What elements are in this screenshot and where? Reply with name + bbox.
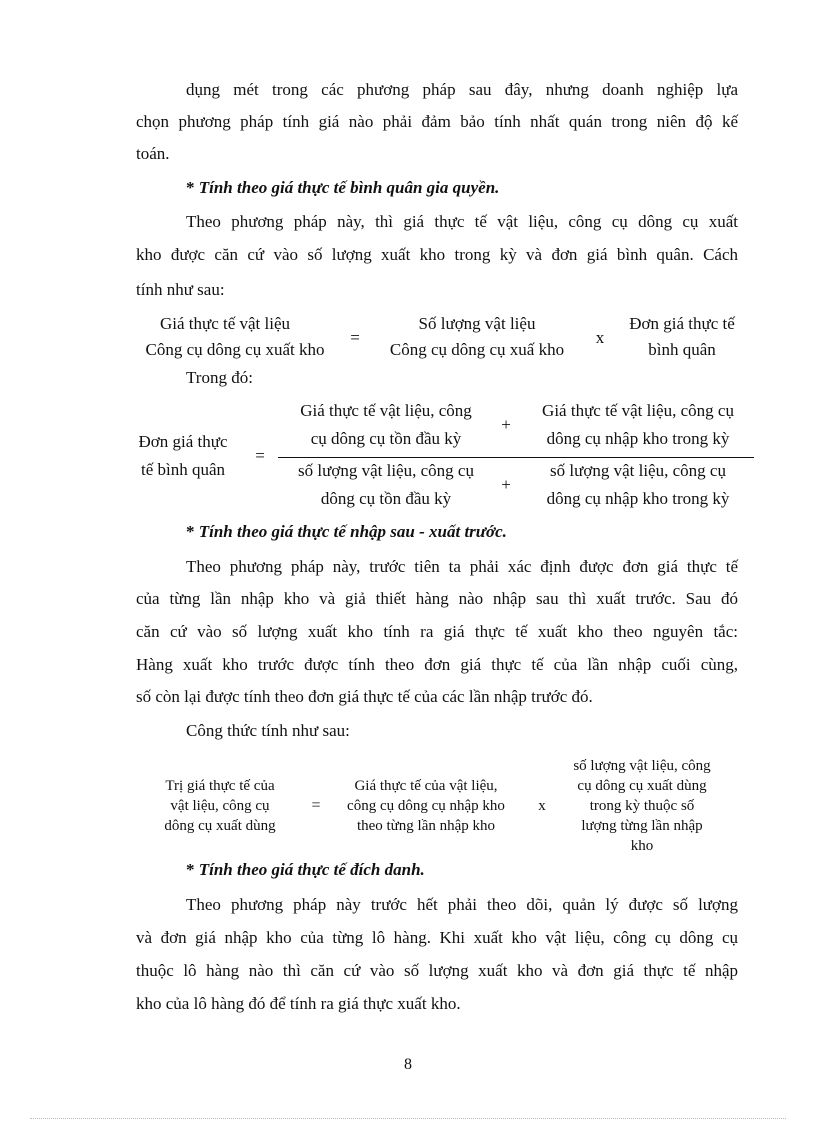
section-heading-weighted-average: * Tính theo giá thực tế bình quân gia quyền. <box>186 178 500 197</box>
f1-right-line-2: bình quân <box>648 340 716 359</box>
section-heading-lifo: * Tính theo giá thực tế nhập sau - xuất trước. <box>186 522 507 541</box>
f2-left-line-1: Đơn giá thực <box>138 432 228 451</box>
sec3-para-line-4: kho của lô hàng đó để tính ra giá thực xuất kho. <box>136 994 461 1013</box>
f3-times: x <box>538 798 546 814</box>
f3-mid-line-1: Giá thực tế của vật liệu, <box>354 778 498 794</box>
f1-mid-line-2: Công cụ dông cụ xuấ kho <box>389 340 565 359</box>
sec1-para-line-1: Theo phương pháp này, thì giá thực tế vật liệu, công cụ dông cụ xuất <box>186 212 738 231</box>
f2-den-a-line-2: dông cụ tồn đầu kỳ <box>320 489 452 508</box>
f3-equals: = <box>311 797 321 814</box>
sec2-para-line-5: số còn lại được tính theo đơn giá thực tế của các lần nhập trước đó. <box>136 687 593 706</box>
f3-mid-line-2: công cụ dông cụ nhập kho <box>347 798 505 814</box>
intro-line-2: chọn phương pháp tính giá nào phải đảm bảo tính nhất quán trong niên độ kế <box>136 112 738 131</box>
f3-right-line-2: cụ dông cụ xuất dùng <box>577 778 707 794</box>
f3-mid-line-3: theo từng lần nhập kho <box>356 818 496 834</box>
trong-do-label: Trong đó: <box>186 368 253 387</box>
f2-den-b-line-2: dông cụ nhập kho trong kỳ <box>546 489 730 508</box>
f1-equals: = <box>350 328 360 347</box>
f2-left-line-2: tế bình quân <box>140 460 226 479</box>
sec1-para-line-3: tính như sau: <box>136 280 225 299</box>
page-number: 8 <box>404 1056 412 1073</box>
f2-equals: = <box>255 446 265 465</box>
f2-num-b-line-2: dông cụ nhập kho trong kỳ <box>546 429 730 448</box>
f3-right-line-3: trong kỳ thuộc số <box>589 798 695 814</box>
f1-right-line-1: Đơn giá thực tế <box>629 314 735 333</box>
f1-left-line-1: Giá thực tế vật liệu <box>159 314 291 333</box>
f3-left-line-3: dông cụ xuất dùng <box>164 818 276 834</box>
sec2-para-line-3: căn cứ vào số lượng xuất kho tính ra giá thực tế xuất kho theo nguyên tắc: <box>136 622 738 641</box>
sec3-para-line-3: thuộc lô hàng nào thì căn cứ vào số lượng xuất kho và đơn giá thực tế nhập <box>136 961 738 980</box>
f3-right <box>552 756 732 856</box>
f3-left <box>140 776 300 836</box>
f3-right-line-5: kho <box>630 838 654 854</box>
f2-plus-bottom: + <box>501 475 511 494</box>
f2-den-a-line-1: số lượng vật liệu, công cụ <box>298 461 474 480</box>
f2-num-a-line-1: Giá thực tế vật liệu, công <box>300 401 472 420</box>
intro-line-3: toán. <box>136 144 170 163</box>
sec2-para-line-1: Theo phương pháp này, trước tiên ta phải xác định được đơn giá thực tế <box>186 557 738 576</box>
footer-divider <box>30 1118 786 1119</box>
sec3-para-line-2: và đơn giá nhập kho của từng lô hàng. Khi xuất kho vật liệu, công cụ dông cụ <box>136 928 738 947</box>
f3-left-line-2: vật liệu, công cụ <box>170 798 270 814</box>
f2-plus-top: + <box>501 415 511 434</box>
f3-left-line-1: Trị giá thực tế của <box>165 778 275 794</box>
f2-num-b-line-1: Giá thực tế vật liệu, công cụ <box>542 401 734 420</box>
f2-fraction-bar <box>278 457 754 458</box>
cong-thuc-label: Công thức tính như sau: <box>186 721 350 740</box>
sec2-para-line-2: của từng lần nhập kho và giả thiết hàng nào nhập sau thì xuất trước. Sau đó <box>136 589 738 608</box>
f1-left-line-2: Công cụ dông cụ xuất kho <box>145 340 325 359</box>
f1-mid-line-1: Số lượng vật liệu <box>418 314 536 333</box>
f1-times: x <box>595 328 605 347</box>
f3-mid <box>328 776 524 836</box>
section-heading-specific-identification: * Tính theo giá thực tế đích danh. <box>186 860 425 879</box>
f3-right-line-1: số lượng vật liệu, công <box>573 758 711 774</box>
intro-line-1: dụng mét trong các phương pháp sau đây, nhưng doanh nghiệp lựa <box>186 80 738 99</box>
sec2-para-line-4: Hàng xuất kho trước được tính theo đơn giá thực tế của lần nhập cuối cùng, <box>136 655 738 674</box>
f2-num-a-line-2: cụ dông cụ tồn đầu kỳ <box>310 429 462 448</box>
sec3-para-line-1: Theo phương pháp này trước hết phải theo dõi, quản lý được số lượng <box>186 895 738 914</box>
sec1-para-line-2: kho được căn cứ vào số lượng xuất kho trong kỳ và đơn giá bình quân. Cách <box>136 245 738 264</box>
f3-right-line-4: lượng từng lần nhập <box>581 818 703 834</box>
f2-den-b-line-1: số lượng vật liệu, công cụ <box>550 461 726 480</box>
